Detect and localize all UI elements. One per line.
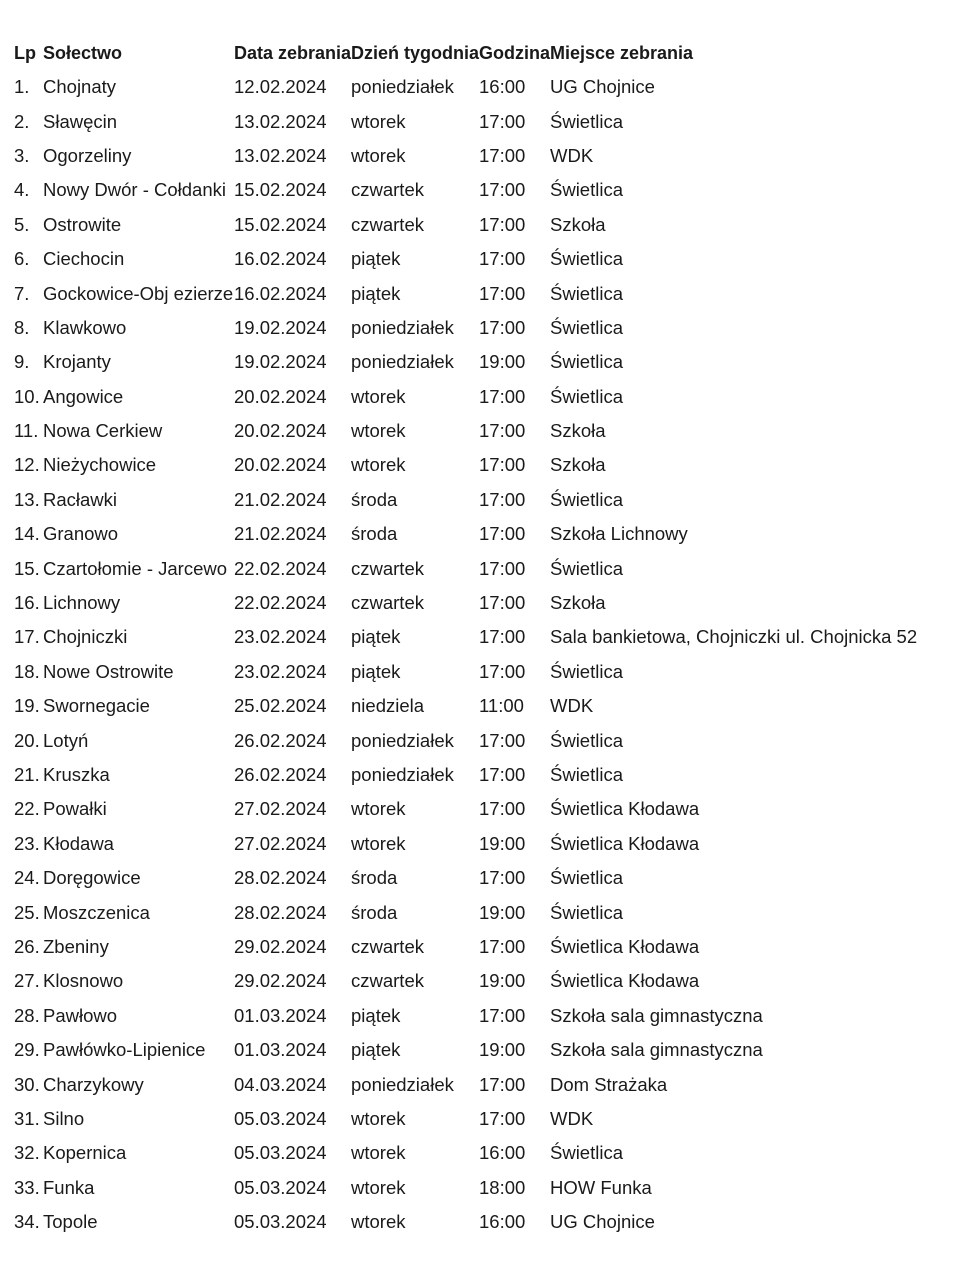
cell-hour: 17:00 [479, 1073, 526, 1095]
cell-day: wtorek [351, 1176, 406, 1198]
cell-date: 28.02.2024 [234, 867, 327, 889]
table-row [14, 1136, 954, 1170]
cell-date: 01.03.2024 [234, 1004, 327, 1026]
cell-place: Świetlica [550, 660, 623, 682]
cell-date: 26.02.2024 [234, 764, 327, 785]
cell-place: UG Chojnice [550, 1211, 655, 1233]
cell-name: Gockowice-Obj ezierze [43, 282, 234, 304]
cell-name: Czartołomie - Jarcewo [43, 557, 228, 579]
table-row [14, 964, 954, 998]
cell-day: poniedziałek [351, 729, 454, 751]
cell-day: piątek [351, 1039, 401, 1061]
cell-day: środa [351, 867, 398, 889]
table-row [14, 827, 954, 861]
cell-date: 12.02.2024 [234, 76, 327, 98]
cell-place: UG Chojnice [550, 76, 655, 98]
cell-place: Świetlica [550, 764, 623, 785]
cell-name: Krojanty [43, 351, 111, 373]
table-row [14, 414, 954, 448]
cell-day: czwartek [351, 935, 424, 957]
table-row [14, 1205, 954, 1239]
cell-lp: 21. [14, 764, 40, 785]
cell-date: 20.02.2024 [234, 385, 327, 407]
table-row [14, 1171, 954, 1205]
cell-hour: 17:00 [479, 385, 526, 407]
cell-lp: 31. [14, 1107, 40, 1129]
table-header-row [14, 36, 954, 70]
cell-name: Klosnowo [43, 970, 124, 992]
cell-date: 13.02.2024 [234, 110, 327, 132]
cell-hour: 17:00 [479, 110, 526, 132]
table-row [14, 448, 954, 482]
cell-place: Szkoła [550, 420, 606, 442]
cell-date: 16.02.2024 [234, 248, 327, 270]
cell-day: czwartek [351, 592, 424, 614]
cell-name: Swornegacie [43, 695, 150, 717]
cell-lp: 24. [14, 867, 40, 889]
table-body [14, 70, 954, 1239]
cell-hour: 17:00 [479, 764, 526, 785]
cell-day: piątek [351, 626, 401, 648]
cell-day: poniedziałek [351, 764, 454, 785]
cell-name: Granowo [43, 523, 119, 545]
cell-place: HOW Funka [550, 1176, 652, 1198]
cell-place: Szkoła Lichnowy [550, 523, 688, 545]
cell-lp: 26. [14, 935, 40, 957]
cell-lp: 28. [14, 1004, 40, 1026]
header-hour: Godzina [479, 42, 550, 63]
cell-place: Szkoła sala gimnastyczna [550, 1004, 763, 1026]
cell-hour: 17:00 [479, 454, 526, 476]
cell-date: 16.02.2024 [234, 282, 327, 304]
cell-name: Ciechocin [43, 248, 125, 270]
cell-hour: 17:00 [479, 798, 526, 820]
cell-date: 23.02.2024 [234, 626, 327, 648]
cell-name: Silno [43, 1107, 85, 1129]
cell-lp: 11. [14, 420, 39, 442]
cell-day: wtorek [351, 1142, 406, 1164]
cell-day: czwartek [351, 213, 424, 235]
cell-name: Pawłówko-Lipienice [43, 1039, 206, 1061]
cell-lp: 23. [14, 832, 40, 854]
cell-name: Moszczenica [43, 901, 150, 923]
cell-day: piątek [351, 1004, 401, 1026]
cell-name: Kopernica [43, 1142, 127, 1164]
cell-name: Powałki [43, 798, 107, 820]
cell-day: poniedziałek [351, 351, 454, 373]
table-row [14, 1067, 954, 1101]
cell-hour: 16:00 [479, 1211, 526, 1233]
table-row [14, 999, 954, 1033]
cell-date: 05.03.2024 [234, 1142, 327, 1164]
cell-place: Świetlica [550, 488, 623, 510]
cell-day: piątek [351, 282, 401, 304]
cell-lp: 20. [14, 729, 40, 751]
cell-name: Nieżychowice [43, 454, 157, 476]
cell-name: Angowice [43, 385, 124, 407]
cell-hour: 11:00 [479, 695, 524, 717]
cell-date: 26.02.2024 [234, 729, 327, 751]
cell-name: Funka [43, 1176, 95, 1198]
cell-hour: 17:00 [479, 626, 526, 648]
cell-name: Zbeniny [43, 935, 109, 957]
table-row [14, 861, 954, 895]
cell-date: 15.02.2024 [234, 213, 327, 235]
cell-place: Szkoła [550, 213, 606, 235]
cell-lp: 16. [14, 592, 40, 614]
cell-lp: 12. [14, 454, 40, 476]
cell-place: Sala bankietowa, Chojniczki ul. Chojnicka 52 [550, 626, 918, 648]
cell-hour: 17:00 [479, 660, 526, 682]
cell-date: 21.02.2024 [234, 488, 327, 510]
cell-hour: 16:00 [479, 1142, 526, 1164]
cell-date: 01.03.2024 [234, 1039, 327, 1061]
cell-lp: 8. [14, 316, 30, 338]
cell-date: 21.02.2024 [234, 523, 327, 545]
cell-hour: 17:00 [479, 1004, 526, 1026]
cell-lp: 2. [14, 110, 30, 132]
table-row [14, 70, 954, 104]
cell-name: Kłodawa [43, 832, 114, 854]
cell-lp: 5. [14, 213, 30, 235]
table-row [14, 208, 954, 242]
cell-day: piątek [351, 248, 401, 270]
cell-day: wtorek [351, 454, 406, 476]
cell-date: 28.02.2024 [234, 901, 327, 923]
table-row [14, 1102, 954, 1136]
cell-place: Świetlica [550, 385, 623, 407]
header-name: Sołectwo [43, 42, 123, 63]
cell-hour: 17:00 [479, 213, 526, 235]
cell-place: Świetlica [550, 179, 623, 201]
cell-hour: 17:00 [479, 867, 526, 889]
cell-hour: 17:00 [479, 1107, 526, 1129]
cell-date: 05.03.2024 [234, 1211, 327, 1233]
cell-name: Topole [43, 1211, 98, 1233]
cell-date: 04.03.2024 [234, 1073, 327, 1095]
cell-lp: 10. [14, 385, 40, 407]
table-row [14, 551, 954, 585]
cell-date: 19.02.2024 [234, 351, 327, 373]
table-row [14, 586, 954, 620]
cell-day: środa [351, 901, 398, 923]
cell-place: Świetlica [550, 110, 623, 132]
cell-name: Doręgowice [43, 867, 141, 889]
cell-date: 15.02.2024 [234, 179, 327, 201]
cell-name: Lotyń [43, 729, 89, 751]
cell-hour: 17:00 [479, 557, 526, 579]
cell-hour: 19:00 [479, 832, 526, 854]
table-row [14, 380, 954, 414]
table-row [14, 173, 954, 207]
cell-day: wtorek [351, 832, 406, 854]
cell-name: Chojniczki [43, 626, 128, 648]
cell-hour: 19:00 [479, 901, 526, 923]
cell-lp: 1. [14, 76, 30, 98]
cell-date: 05.03.2024 [234, 1107, 327, 1129]
cell-place: Świetlica [550, 282, 623, 304]
cell-lp: 32. [14, 1142, 40, 1164]
cell-date: 22.02.2024 [234, 557, 327, 579]
cell-hour: 17:00 [479, 592, 526, 614]
header-date: Data zebrania [234, 42, 352, 63]
cell-day: wtorek [351, 1211, 406, 1233]
table-row [14, 483, 954, 517]
cell-place: Świetlica Kłodawa [550, 798, 700, 820]
table-row [14, 242, 954, 276]
table-row [14, 139, 954, 173]
table-row [14, 655, 954, 689]
cell-date: 19.02.2024 [234, 316, 327, 338]
cell-lp: 33. [14, 1176, 40, 1198]
cell-lp: 30. [14, 1073, 40, 1095]
table-row [14, 895, 954, 929]
cell-name: Kruszka [43, 764, 110, 785]
cell-hour: 17:00 [479, 282, 526, 304]
table-row [14, 689, 954, 723]
cell-name: Sławęcin [43, 110, 118, 132]
cell-place: Świetlica [550, 729, 623, 751]
cell-name: Ogorzeliny [43, 144, 132, 166]
cell-place: Świetlica [550, 901, 623, 923]
cell-place: Świetlica Kłodawa [550, 935, 700, 957]
cell-name: Klawkowo [43, 316, 127, 338]
cell-date: 13.02.2024 [234, 144, 327, 166]
cell-hour: 17:00 [479, 729, 526, 751]
header-place: Miejsce zebrania [550, 42, 694, 63]
cell-hour: 19:00 [479, 1039, 526, 1061]
table-row [14, 104, 954, 138]
cell-name: Ostrowite [43, 213, 122, 235]
cell-date: 22.02.2024 [234, 592, 327, 614]
cell-lp: 18. [14, 660, 40, 682]
cell-place: Dom Strażaka [550, 1073, 668, 1095]
cell-name: Nowe Ostrowite [43, 660, 174, 682]
cell-lp: 3. [14, 144, 30, 166]
cell-place: Świetlica [550, 557, 623, 579]
cell-place: Świetlica Kłodawa [550, 970, 700, 992]
cell-day: poniedziałek [351, 1073, 454, 1095]
table-row [14, 311, 954, 345]
cell-lp: 19. [14, 695, 40, 717]
cell-name: Charzykowy [43, 1073, 144, 1095]
cell-hour: 17:00 [479, 488, 526, 510]
cell-day: wtorek [351, 798, 406, 820]
cell-lp: 29. [14, 1039, 40, 1061]
cell-place: Świetlica Kłodawa [550, 832, 700, 854]
cell-lp: 6. [14, 248, 30, 270]
cell-lp: 4. [14, 179, 30, 201]
cell-lp: 22. [14, 798, 40, 820]
cell-hour: 17:00 [479, 523, 526, 545]
cell-hour: 17:00 [479, 248, 526, 270]
cell-place: WDK [550, 695, 594, 717]
cell-day: czwartek [351, 970, 424, 992]
header-lp: Lp [14, 42, 36, 63]
table-row [14, 930, 954, 964]
cell-place: WDK [550, 144, 594, 166]
table-row [14, 1033, 954, 1067]
cell-name: Nowy Dwór - Cołdanki [43, 179, 226, 201]
table-row [14, 620, 954, 654]
cell-date: 29.02.2024 [234, 935, 327, 957]
cell-name: Nowa Cerkiew [43, 420, 163, 442]
cell-lp: 34. [14, 1211, 40, 1233]
cell-day: środa [351, 488, 398, 510]
cell-hour: 17:00 [479, 179, 526, 201]
cell-place: Świetlica [550, 351, 623, 373]
cell-place: Szkoła [550, 454, 606, 476]
cell-date: 27.02.2024 [234, 798, 327, 820]
cell-day: środa [351, 523, 398, 545]
cell-date: 29.02.2024 [234, 970, 327, 992]
cell-name: Lichnowy [43, 592, 121, 614]
cell-place: Szkoła sala gimnastyczna [550, 1039, 763, 1061]
table-row [14, 792, 954, 826]
cell-hour: 18:00 [479, 1176, 526, 1198]
cell-name: Racławki [43, 488, 118, 510]
cell-day: wtorek [351, 144, 406, 166]
cell-name: Chojnaty [43, 76, 117, 98]
cell-hour: 17:00 [479, 420, 526, 442]
cell-day: piątek [351, 660, 401, 682]
cell-lp: 27. [14, 970, 40, 992]
cell-lp: 15. [14, 557, 40, 579]
cell-place: Świetlica [550, 316, 623, 338]
cell-day: niedziela [351, 695, 425, 717]
cell-date: 20.02.2024 [234, 420, 327, 442]
cell-day: czwartek [351, 179, 424, 201]
cell-day: poniedziałek [351, 316, 454, 338]
table-row [14, 345, 954, 379]
cell-lp: 25. [14, 901, 40, 923]
meeting-schedule-table [14, 36, 954, 1239]
cell-day: wtorek [351, 1107, 406, 1129]
cell-place: WDK [550, 1107, 594, 1129]
cell-date: 25.02.2024 [234, 695, 327, 717]
cell-hour: 17:00 [479, 316, 526, 338]
cell-place: Świetlica [550, 1142, 623, 1164]
table-row [14, 723, 954, 757]
cell-hour: 19:00 [479, 970, 526, 992]
cell-place: Świetlica [550, 248, 623, 270]
cell-date: 05.03.2024 [234, 1176, 327, 1198]
cell-day: wtorek [351, 385, 406, 407]
cell-lp: 14. [14, 523, 40, 545]
cell-lp: 9. [14, 351, 30, 373]
cell-lp: 17. [14, 626, 40, 648]
table-row [14, 517, 954, 551]
cell-day: wtorek [351, 110, 406, 132]
cell-date: 23.02.2024 [234, 660, 327, 682]
table-row [14, 276, 954, 310]
cell-lp: 7. [14, 282, 30, 304]
cell-day: czwartek [351, 557, 424, 579]
cell-date: 20.02.2024 [234, 454, 327, 476]
cell-day: poniedziałek [351, 76, 454, 98]
cell-hour: 17:00 [479, 144, 526, 166]
cell-place: Szkoła [550, 592, 606, 614]
cell-name: Pawłowo [43, 1004, 118, 1026]
cell-hour: 16:00 [479, 76, 526, 98]
cell-place: Świetlica [550, 867, 623, 889]
cell-hour: 17:00 [479, 935, 526, 957]
table-row [14, 758, 954, 792]
header-day: Dzień tygodnia [351, 42, 480, 63]
cell-date: 27.02.2024 [234, 832, 327, 854]
cell-day: wtorek [351, 420, 406, 442]
cell-lp: 13. [14, 488, 40, 510]
cell-hour: 19:00 [479, 351, 526, 373]
